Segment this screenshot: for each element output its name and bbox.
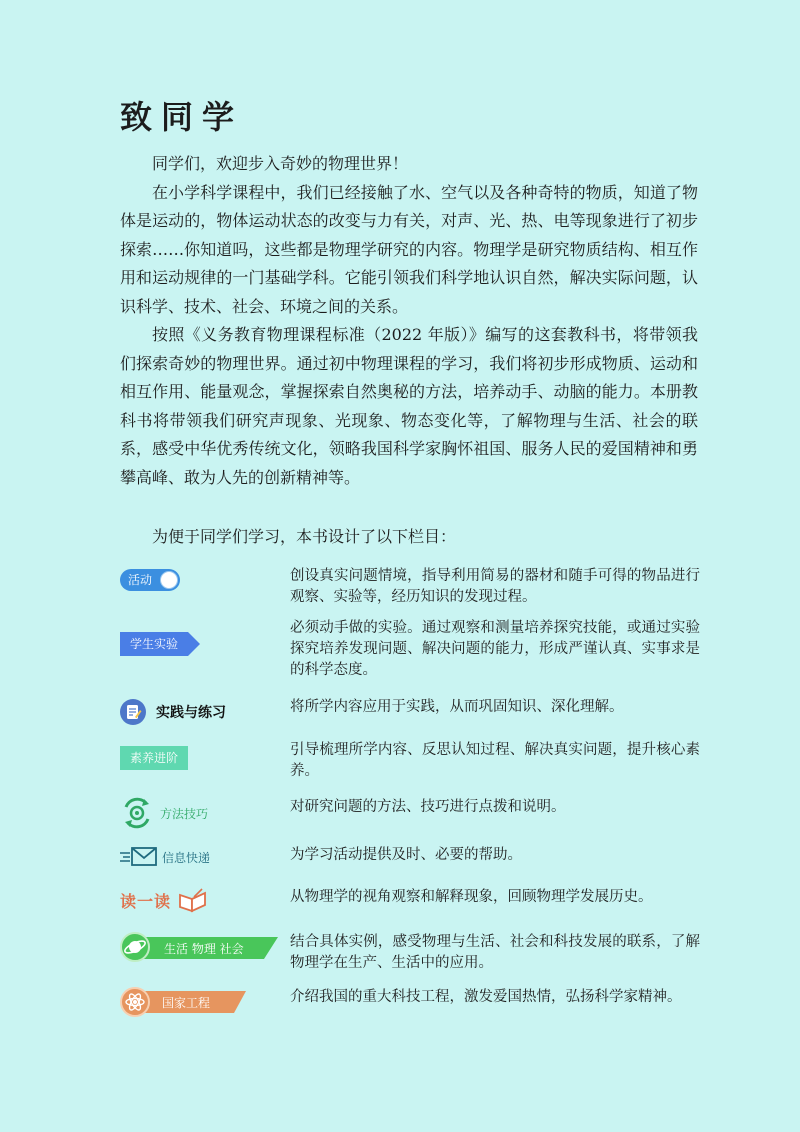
column-description: 将所学内容应用于实践，从而巩固知识、深化理解。 bbox=[290, 699, 624, 715]
gears-icon bbox=[120, 797, 154, 829]
envelope-icon bbox=[120, 845, 160, 867]
badge-icon bbox=[120, 746, 188, 770]
column-label: 信息快递 bbox=[162, 851, 211, 865]
column-label: 读一读 bbox=[120, 892, 172, 911]
atom-icon bbox=[120, 987, 150, 1017]
column-label: 方法技巧 bbox=[160, 807, 209, 821]
intro-text bbox=[120, 150, 698, 492]
column-description: 引导梳理所学内容、反思认知过程、解决真实问题，提升核心素养。 bbox=[290, 742, 700, 779]
columns-lead: 为便于同学们学习，本书设计了以下栏目： bbox=[152, 527, 457, 546]
intro-paragraph: 在小学科学课程中，我们已经接触了水、空气以及各种奇特的物质，知道了物体是运动的，物体运动状态的改变与力有关，对声、光、热、电等现象进行了初步探索……你知道吗，这些都是物理学研究的内容。物理学是研究物质结构、相互作用和运动规律的一门基础学科。它能引领我们科学地认识自然，解决实际问题，认识科学、技术、社会、环境之间的关系。 bbox=[120, 182, 698, 316]
column-description: 必须动手做的实验。通过观察和测量培养探究技能，或通过实验探究培养发现问题、解决问题的能力，形成严谨认真、实事求是的科学态度。 bbox=[290, 620, 700, 678]
arrow-tag-icon bbox=[120, 632, 200, 656]
notepad-icon bbox=[120, 699, 146, 725]
intro-paragraph: 同学们，欢迎步入奇妙的物理世界！ bbox=[152, 154, 409, 173]
column-description: 从物理学的视角观察和解释现象，回顾物理学发展历史。 bbox=[290, 889, 653, 905]
column-label: 国家工程 bbox=[162, 996, 211, 1010]
column-label: 素养进阶 bbox=[129, 751, 178, 765]
intro-paragraph: 按照《义务教育物理课程标准（2022 年版）》编写的这套教科书，将带领我们探索奇妙的物理世界。通过初中物理课程的学习，我们将初步形成物质、运动和相互作用、能量观念，掌握探索自然奥秘的方法，培养动手、动脑的能力。本册教科书将带领我们研究声现象、光现象、物态变化等，了解物理与生活、社会的联系，感受中华优秀传统文化，领略我国科学家胸怀祖国、服务人民的爱国精神和勇攀高峰、敢为人先的创新精神等。 bbox=[120, 325, 698, 487]
column-description: 对研究问题的方法、技巧进行点拨和说明。 bbox=[290, 799, 566, 815]
open-book-icon bbox=[178, 887, 208, 913]
column-label: 实践与练习 bbox=[156, 705, 226, 721]
toggle-icon bbox=[120, 569, 180, 591]
page-title: 致同学 bbox=[120, 98, 244, 136]
column-description: 结合具体实例，感受物理与生活、社会和科技发展的联系，了解物理学在生产、生活中的应用。 bbox=[290, 934, 700, 971]
column-label: 活动 bbox=[128, 573, 153, 587]
column-description: 创设真实问题情境，指导利用简易的器材和随手可得的物品进行观察、实验等，经历知识的发现过程。 bbox=[290, 568, 700, 605]
column-description: 介绍我国的重大科技工程，激发爱国热情，弘扬科学家精神。 bbox=[290, 989, 682, 1005]
column-label: 生活 物理 社会 bbox=[164, 942, 244, 956]
planet-icon bbox=[120, 932, 150, 962]
column-label: 学生实验 bbox=[120, 632, 188, 656]
column-description: 为学习活动提供及时、必要的帮助。 bbox=[290, 847, 522, 863]
